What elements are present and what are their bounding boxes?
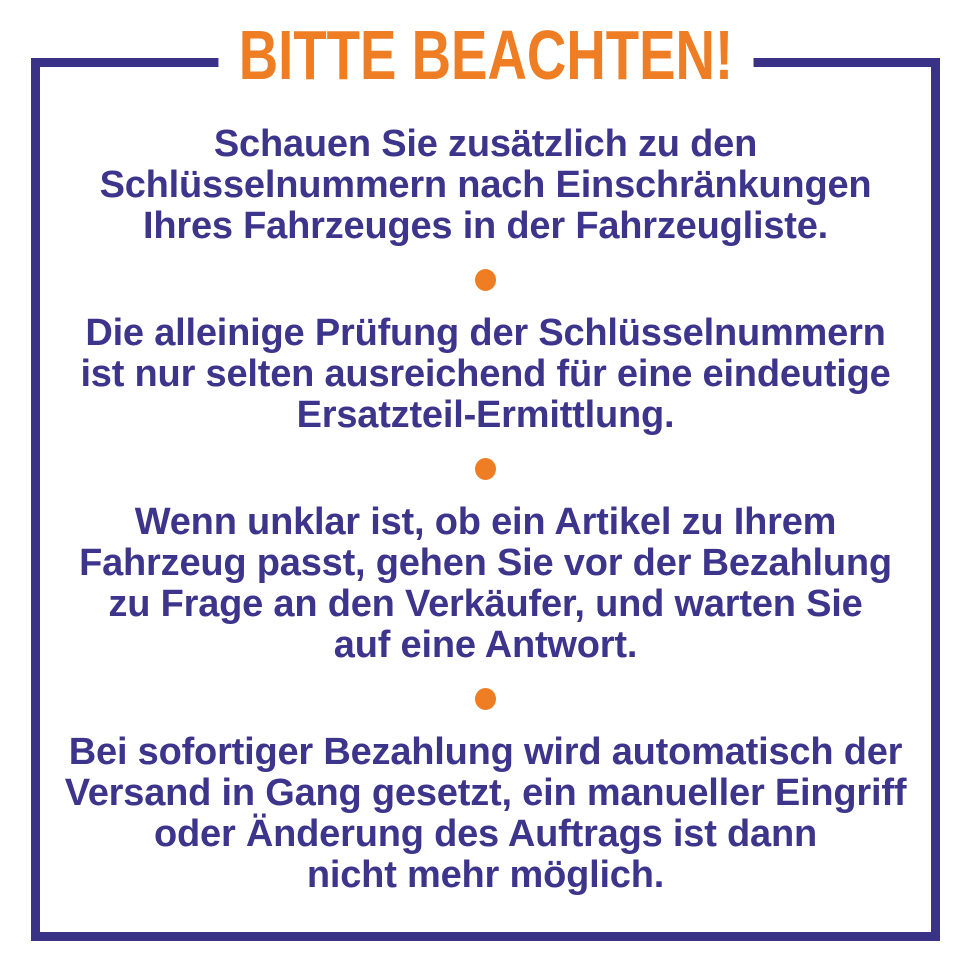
paragraph-line: Schlüsselnummern nach Einschränkungen (99, 164, 872, 206)
paragraph-instant-payment (40, 732, 931, 896)
paragraph-line: Ihres Fahrzeuges in der Fahrzeugliste. (142, 205, 829, 247)
paragraph-line: Fahrzeug passt, gehen Sie vor der Bezahlung (79, 542, 892, 584)
paragraph-key-numbers (40, 124, 931, 247)
paragraph-line: nicht mehr möglich. (306, 854, 665, 896)
notice-title: BITTE BEACHTEN! (218, 11, 753, 99)
notice-content (40, 124, 931, 896)
paragraph-line: Bei sofortiger Bezahlung wird automatisch der (68, 731, 903, 773)
paragraph-line: Die alleinige Prüfung der Schlüsselnummern (85, 312, 886, 354)
paragraph-line: Versand in Gang gesetzt, ein manueller Eingriff (64, 772, 907, 814)
paragraph-line: zu Frage an den Verkäufer, und warten Sie (108, 583, 863, 625)
paragraph-line: auf eine Antwort. (333, 624, 638, 666)
paragraph-line: Schauen Sie zusätzlich zu den (213, 123, 758, 165)
separator-dot-icon (475, 269, 496, 291)
paragraph-line: oder Änderung des Auftrags ist dann (154, 813, 817, 855)
separator-dot-icon (475, 688, 496, 710)
paragraph-line: Wenn unklar ist, ob ein Artikel zu Ihrem (134, 501, 837, 543)
separator-dot-icon (475, 458, 496, 480)
title-row (0, 11, 971, 99)
paragraph-key-check (40, 313, 931, 436)
paragraph-ask-seller (40, 502, 931, 666)
paragraph-line: ist nur selten ausreichend für eine eindeutige (80, 353, 891, 395)
paragraph-line: Ersatzteil-Ermittlung. (296, 394, 675, 436)
